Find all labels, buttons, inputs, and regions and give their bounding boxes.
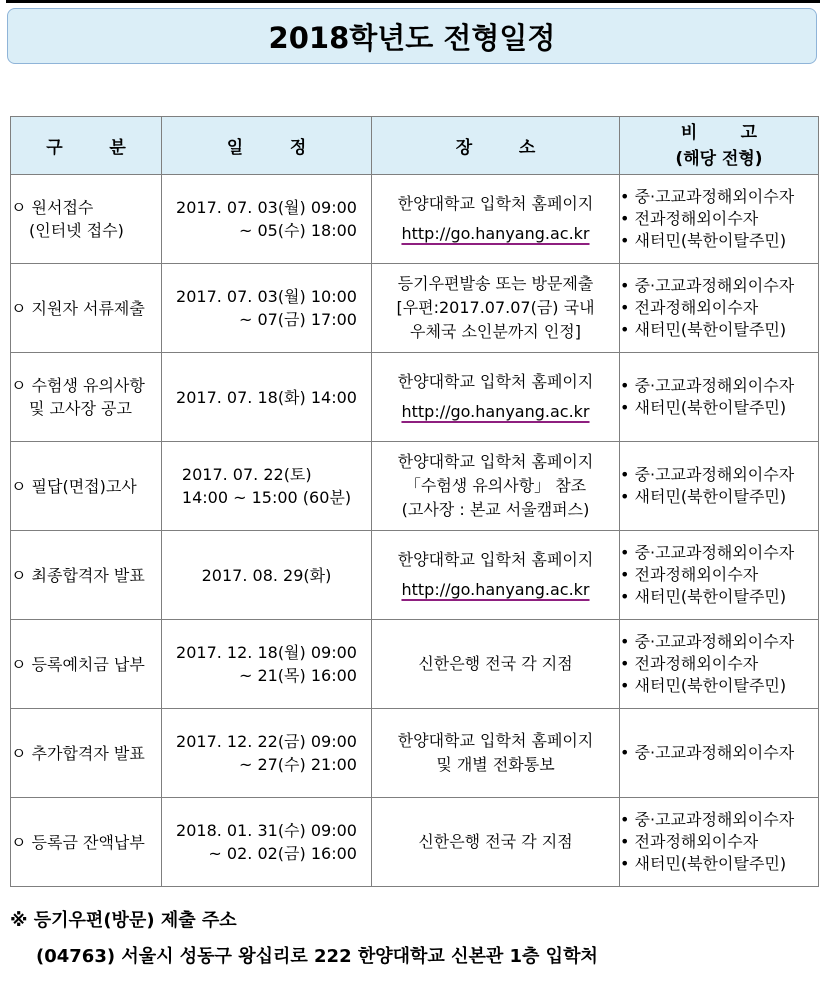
bullet-icon: • (620, 298, 635, 317)
schedule-cell (162, 442, 372, 531)
schedule-line: ~ 05(수) 18:00 (238, 221, 357, 240)
note-text: 중·고교과정해외이수자 (634, 376, 795, 395)
note-text: 전과정해외이수자 (634, 298, 759, 317)
place-cell (372, 798, 620, 887)
note-item (620, 586, 818, 608)
schedule-text (202, 564, 332, 587)
note-item (620, 631, 818, 653)
bullet-icon: • (620, 565, 635, 584)
place-text: 신한은행 전국 각 지점 (418, 654, 573, 673)
note-text: 새터민(북한이탈주민) (634, 587, 787, 606)
place-text: 등기우편발송 또는 방문제출 (397, 274, 594, 293)
note-text: 새터민(북한이탈주민) (634, 231, 787, 250)
address-text: (04763) 서울시 성동구 왕십리로 222 한양대학교 신본관 1층 입학처 (36, 946, 598, 967)
category-cell (11, 353, 162, 442)
place-text: 신한은행 전국 각 지점 (418, 832, 573, 851)
note-item (620, 564, 818, 586)
place-cell (372, 264, 620, 353)
place-text: (고사장 : 본교 서울캠퍼스) (401, 500, 590, 519)
bullet-icon: • (620, 632, 635, 651)
note-cell (620, 798, 819, 887)
note-item (620, 653, 818, 675)
bullet-icon: • (620, 832, 635, 851)
note-text: 중·고교과정해외이수자 (634, 187, 795, 206)
bullet-icon: • (620, 676, 635, 695)
schedule-line: 2017. 07. 03(월) 10:00 (176, 287, 357, 306)
table-row (11, 264, 819, 353)
note-item (620, 542, 818, 564)
note-item (620, 809, 818, 831)
table-row (11, 709, 819, 798)
note-item (620, 319, 818, 341)
note-item (620, 486, 818, 508)
note-item (620, 186, 818, 208)
bullet-icon: • (620, 465, 635, 484)
note-cell (620, 620, 819, 709)
schedule-line: 2017. 07. 18(화) 14:00 (176, 387, 357, 407)
place-cell (372, 353, 620, 442)
note-text: 전과정해외이수자 (634, 209, 759, 228)
bullet-icon: • (620, 231, 635, 250)
table-row (11, 442, 819, 531)
header-category: 구 분 (11, 117, 162, 175)
note-item (620, 853, 818, 875)
bullet-icon: • (620, 276, 635, 295)
schedule-table (10, 116, 819, 887)
note-text: 전과정해외이수자 (634, 654, 759, 673)
note-text: 중·고교과정해외이수자 (634, 276, 795, 295)
table-row (11, 620, 819, 709)
place-text: 한양대학교 입학처 홈페이지 (397, 731, 594, 750)
category-cell (11, 709, 162, 798)
note-text: 전과정해외이수자 (634, 565, 759, 584)
note-text: 중·고교과정해외이수자 (634, 743, 795, 762)
place-text: 한양대학교 입학처 홈페이지 (397, 550, 594, 569)
table-row (11, 798, 819, 887)
header-place: 장 소 (372, 117, 620, 175)
schedule-text (182, 463, 351, 509)
place-text: 한양대학교 입학처 홈페이지 (397, 194, 594, 213)
category-text: ㅇ 등록금 잔액납부 (11, 832, 145, 852)
category-text: ㅇ 지원자 서류제출 (11, 298, 145, 318)
bullet-icon: • (620, 398, 635, 417)
schedule-cell (162, 264, 372, 353)
note-item (620, 275, 818, 297)
note-item (620, 464, 818, 486)
schedule-cell (162, 709, 372, 798)
place-cell (372, 442, 620, 531)
category-text: (인터넷 접수) (29, 221, 124, 240)
note-text: 중·고교과정해외이수자 (634, 632, 795, 651)
note-item (620, 230, 818, 252)
note-cell (620, 442, 819, 531)
note-text: 새터민(북한이탈주민) (634, 676, 787, 695)
category-text: ㅇ 최종합격자 발표 (11, 565, 145, 585)
bullet-icon: • (620, 376, 635, 395)
place-text: 한양대학교 입학처 홈페이지 (397, 372, 594, 391)
note-item (620, 397, 818, 419)
schedule-line: ~ 21(목) 16:00 (238, 666, 357, 685)
place-text: 한양대학교 입학처 홈페이지 (397, 452, 594, 471)
schedule-line: 14:00 ~ 15:00 (60분) (181, 488, 352, 507)
page-title: 2018학년도 전형일정 (268, 20, 556, 55)
note-item (620, 742, 818, 764)
schedule-line: 2018. 01. 31(수) 09:00 (176, 821, 357, 840)
schedule-text (176, 386, 357, 409)
note-text: 중·고교과정해외이수자 (634, 810, 795, 829)
bullet-icon: • (620, 854, 635, 873)
place-text: [우편:2017.07.07(금) 국내 (396, 298, 595, 317)
note-item (620, 297, 818, 319)
note-cell (620, 531, 819, 620)
note-text: 전과정해외이수자 (634, 832, 759, 851)
header-note-title: 비 고 (680, 122, 758, 143)
schedule-text (176, 819, 357, 865)
note-item (620, 675, 818, 697)
schedule-line: 2017. 12. 18(월) 09:00 (176, 643, 357, 662)
category-cell (11, 531, 162, 620)
note-cell (620, 353, 819, 442)
category-cell (11, 175, 162, 264)
schedule-line: 2017. 12. 22(금) 09:00 (176, 732, 357, 751)
header-schedule: 일 정 (162, 117, 372, 175)
category-cell (11, 620, 162, 709)
bullet-icon: • (620, 810, 635, 829)
schedule-cell (162, 620, 372, 709)
bullet-icon: • (620, 209, 635, 228)
schedule-line: 2017. 08. 29(화) (201, 565, 332, 585)
schedule-line: ~ 27(수) 21:00 (238, 755, 357, 774)
note-text: 새터민(북한이탈주민) (634, 398, 787, 417)
schedule-cell (162, 798, 372, 887)
top-rule (6, 0, 820, 3)
category-text: ㅇ 추가합격자 발표 (11, 743, 145, 763)
note-cell (620, 175, 819, 264)
schedule-cell (162, 353, 372, 442)
category-cell (11, 264, 162, 353)
place-cell (372, 175, 620, 264)
table-row (11, 353, 819, 442)
admissions-homepage-link[interactable]: http://go.hanyang.ac.kr (401, 402, 590, 421)
category-text: ㅇ 등록예치금 납부 (11, 654, 145, 674)
admissions-homepage-link[interactable]: http://go.hanyang.ac.kr (401, 580, 590, 599)
category-text: ㅇ 수험생 유의사항 (11, 376, 145, 395)
bullet-icon: • (620, 187, 635, 206)
bullet-icon: • (620, 587, 635, 606)
schedule-cell (162, 531, 372, 620)
admissions-homepage-link[interactable]: http://go.hanyang.ac.kr (401, 224, 590, 243)
bullet-icon: • (620, 743, 635, 762)
note-text: 새터민(북한이탈주민) (634, 320, 787, 339)
schedule-text (176, 730, 357, 776)
place-cell (372, 531, 620, 620)
bullet-icon: • (620, 487, 635, 506)
schedule-line: ~ 07(금) 17:00 (238, 310, 357, 329)
bullet-icon: • (620, 543, 635, 562)
schedule-line: ~ 02. 02(금) 16:00 (208, 844, 357, 863)
schedule-cell (162, 175, 372, 264)
schedule-text (176, 196, 357, 242)
category-cell (11, 442, 162, 531)
note-text: 새터민(북한이탈주민) (634, 854, 787, 873)
category-text: 및 고사장 공고 (29, 399, 132, 418)
place-cell (372, 620, 620, 709)
schedule-text (176, 285, 357, 331)
category-cell (11, 798, 162, 887)
place-text: 및 개별 전화통보 (436, 755, 555, 774)
bullet-icon: • (620, 320, 635, 339)
note-item (620, 831, 818, 853)
header-note (620, 117, 819, 175)
category-text: ㅇ 원서접수 (11, 198, 94, 217)
schedule-line: 2017. 07. 22(토) (181, 465, 312, 484)
note-text: 새터민(북한이탈주민) (634, 487, 787, 506)
note-text: 중·고교과정해외이수자 (634, 543, 795, 562)
note-cell (620, 709, 819, 798)
bullet-icon: • (620, 654, 635, 673)
category-text: ㅇ 필답(면접)고사 (11, 476, 137, 496)
address-heading: ※ 등기우편(방문) 제출 주소 (10, 910, 237, 931)
title-banner (7, 8, 817, 64)
note-item (620, 375, 818, 397)
place-cell (372, 709, 620, 798)
place-text: 우체국 소인분까지 인정] (410, 322, 581, 341)
schedule-line: 2017. 07. 03(월) 09:00 (176, 198, 357, 217)
table-header-row (11, 117, 819, 175)
note-item (620, 208, 818, 230)
place-text: 「수험생 유의사항」 참조 (404, 476, 587, 495)
note-text: 중·고교과정해외이수자 (634, 465, 795, 484)
header-note-subtitle: (해당 전형) (675, 148, 763, 169)
note-cell (620, 264, 819, 353)
table-row (11, 175, 819, 264)
table-row (11, 531, 819, 620)
schedule-text (176, 641, 357, 687)
